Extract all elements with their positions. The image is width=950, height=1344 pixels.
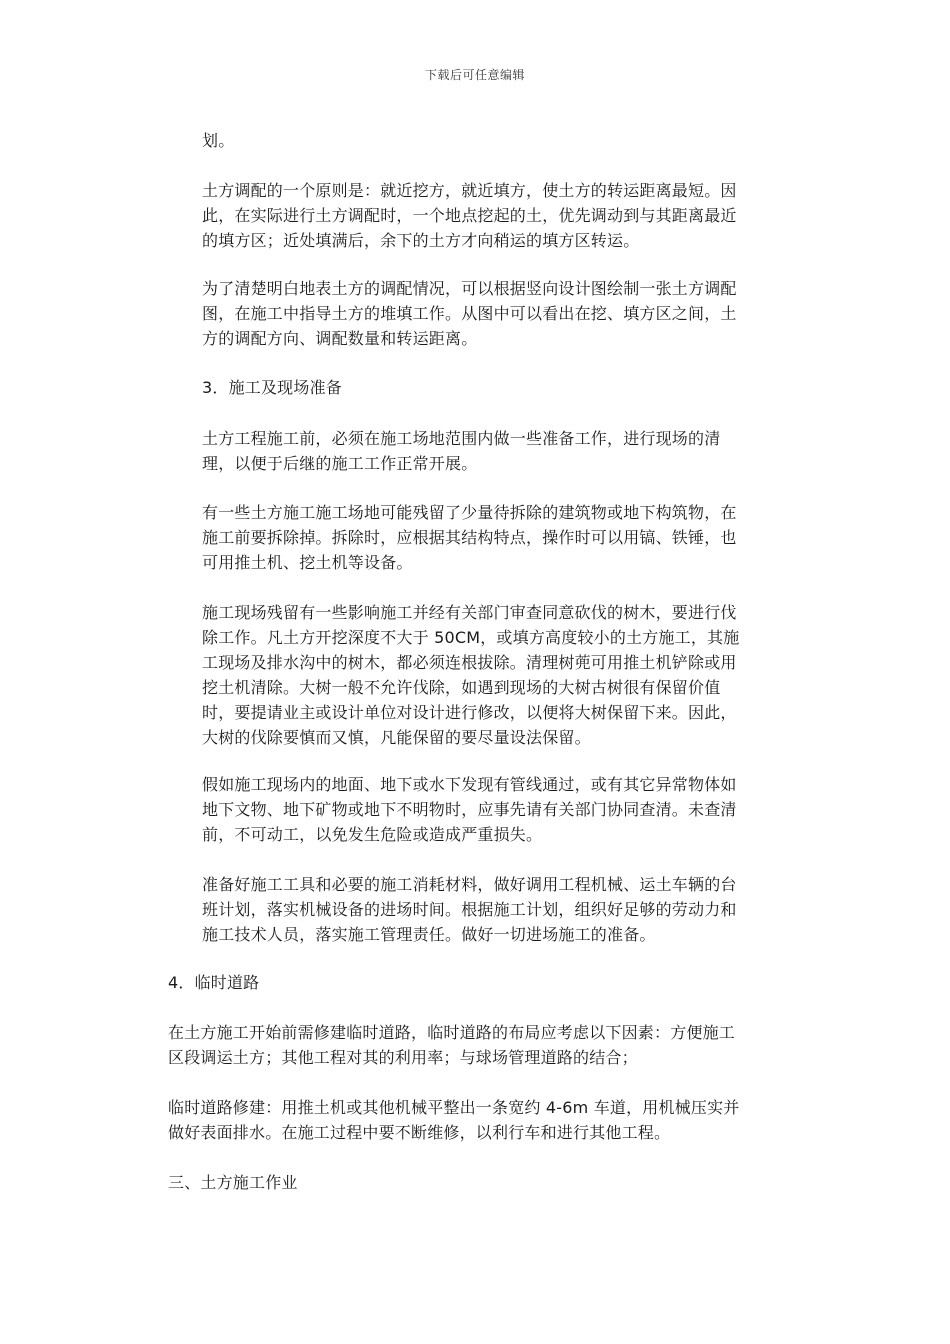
paragraph-site-cleanup: 土方工程施工前，必须在施工场地范围内做一些准备工作，进行现场的清理，以便于后继的施工工作正常开展。: [202, 429, 721, 473]
section-heading-temporary-roads: 4．临时道路: [168, 973, 260, 992]
paragraph-road-layout: 在土方施工开始前需修建临时道路，临时道路的布局应考虑以下因素：方便施工区段调运土方；其他工程对其的利用率；与球场管理道路的结合；: [168, 1023, 736, 1067]
paragraph-tools-preparation: 准备好施工工具和必要的施工消耗材料，做好调用工程机械、运土车辆的台班计划，落实机械设备的进场时间。根据施工计划，组织好足够的劳动力和施工技术人员，落实施工管理责任。做好一切进场施工的准备。: [202, 875, 737, 944]
section-heading-site-preparation: 3．施工及现场准备: [202, 378, 342, 397]
paragraph-tree-removal: 施工现场残留有一些影响施工并经有关部门审查同意砍伐的树木，要进行伐除工作。凡土方开挖深度不大于 50CM，或填方高度较小的土方施工，其施工现场及排水沟中的树木，都必须连根拔除。清理树蔸可用推土机铲除或用挖土机清除。大树一般不允许伐除，如遇到现场的大树古树很有保留价值时，要提请业主或设计单位对设计进行修改，以便将大树保留下来。因此，大树的伐除要慎而又慎，凡能保留的要尽量设法保留。: [202, 603, 740, 747]
section-heading-earthwork-operation: 三、土方施工作业: [168, 1173, 298, 1192]
paragraph-allocation-principle: 土方调配的一个原则是：就近挖方，就近填方，使土方的转运距离最短。因此，在实际进行土方调配时，一个地点挖起的土，优先调动到与其距离最近的填方区；近处填满后，余下的土方才向稍运的填方区转运。: [202, 181, 737, 250]
paragraph-road-construction: 临时道路修建：用推土机或其他机械平整出一条宽约 4-6m 车道，用机械压实并做好表面排水。在施工过程中要不断维修，以利行车和进行其他工程。: [168, 1098, 740, 1142]
paragraph-underground-objects: 假如施工现场内的地面、地下或水下发现有管线通过，或有其它异常物体如地下文物、地下矿物或地下不明物时，应事先请有关部门协同查清。未查清前，不可动工，以免发生危险或造成严重损失。: [202, 775, 737, 844]
paragraph-allocation-map: 为了清楚明白地表土方的调配情况，可以根据竖向设计图绘制一张土方调配图，在施工中指导土方的堆填工作。从图中可以看出在挖、填方区之间，土方的调配方向、调配数量和转运距离。: [202, 279, 737, 348]
page-header: 下载后可任意编辑: [424, 68, 525, 82]
paragraph-continuation: 划。: [202, 131, 235, 150]
paragraph-demolition: 有一些土方施工施工场地可能残留了少量待拆除的建筑物或地下构筑物，在施工前要拆除掉。拆除时，应根据其结构特点，操作时可以用镐、铁锤，也可用推土机、挖土机等设备。: [202, 503, 737, 572]
